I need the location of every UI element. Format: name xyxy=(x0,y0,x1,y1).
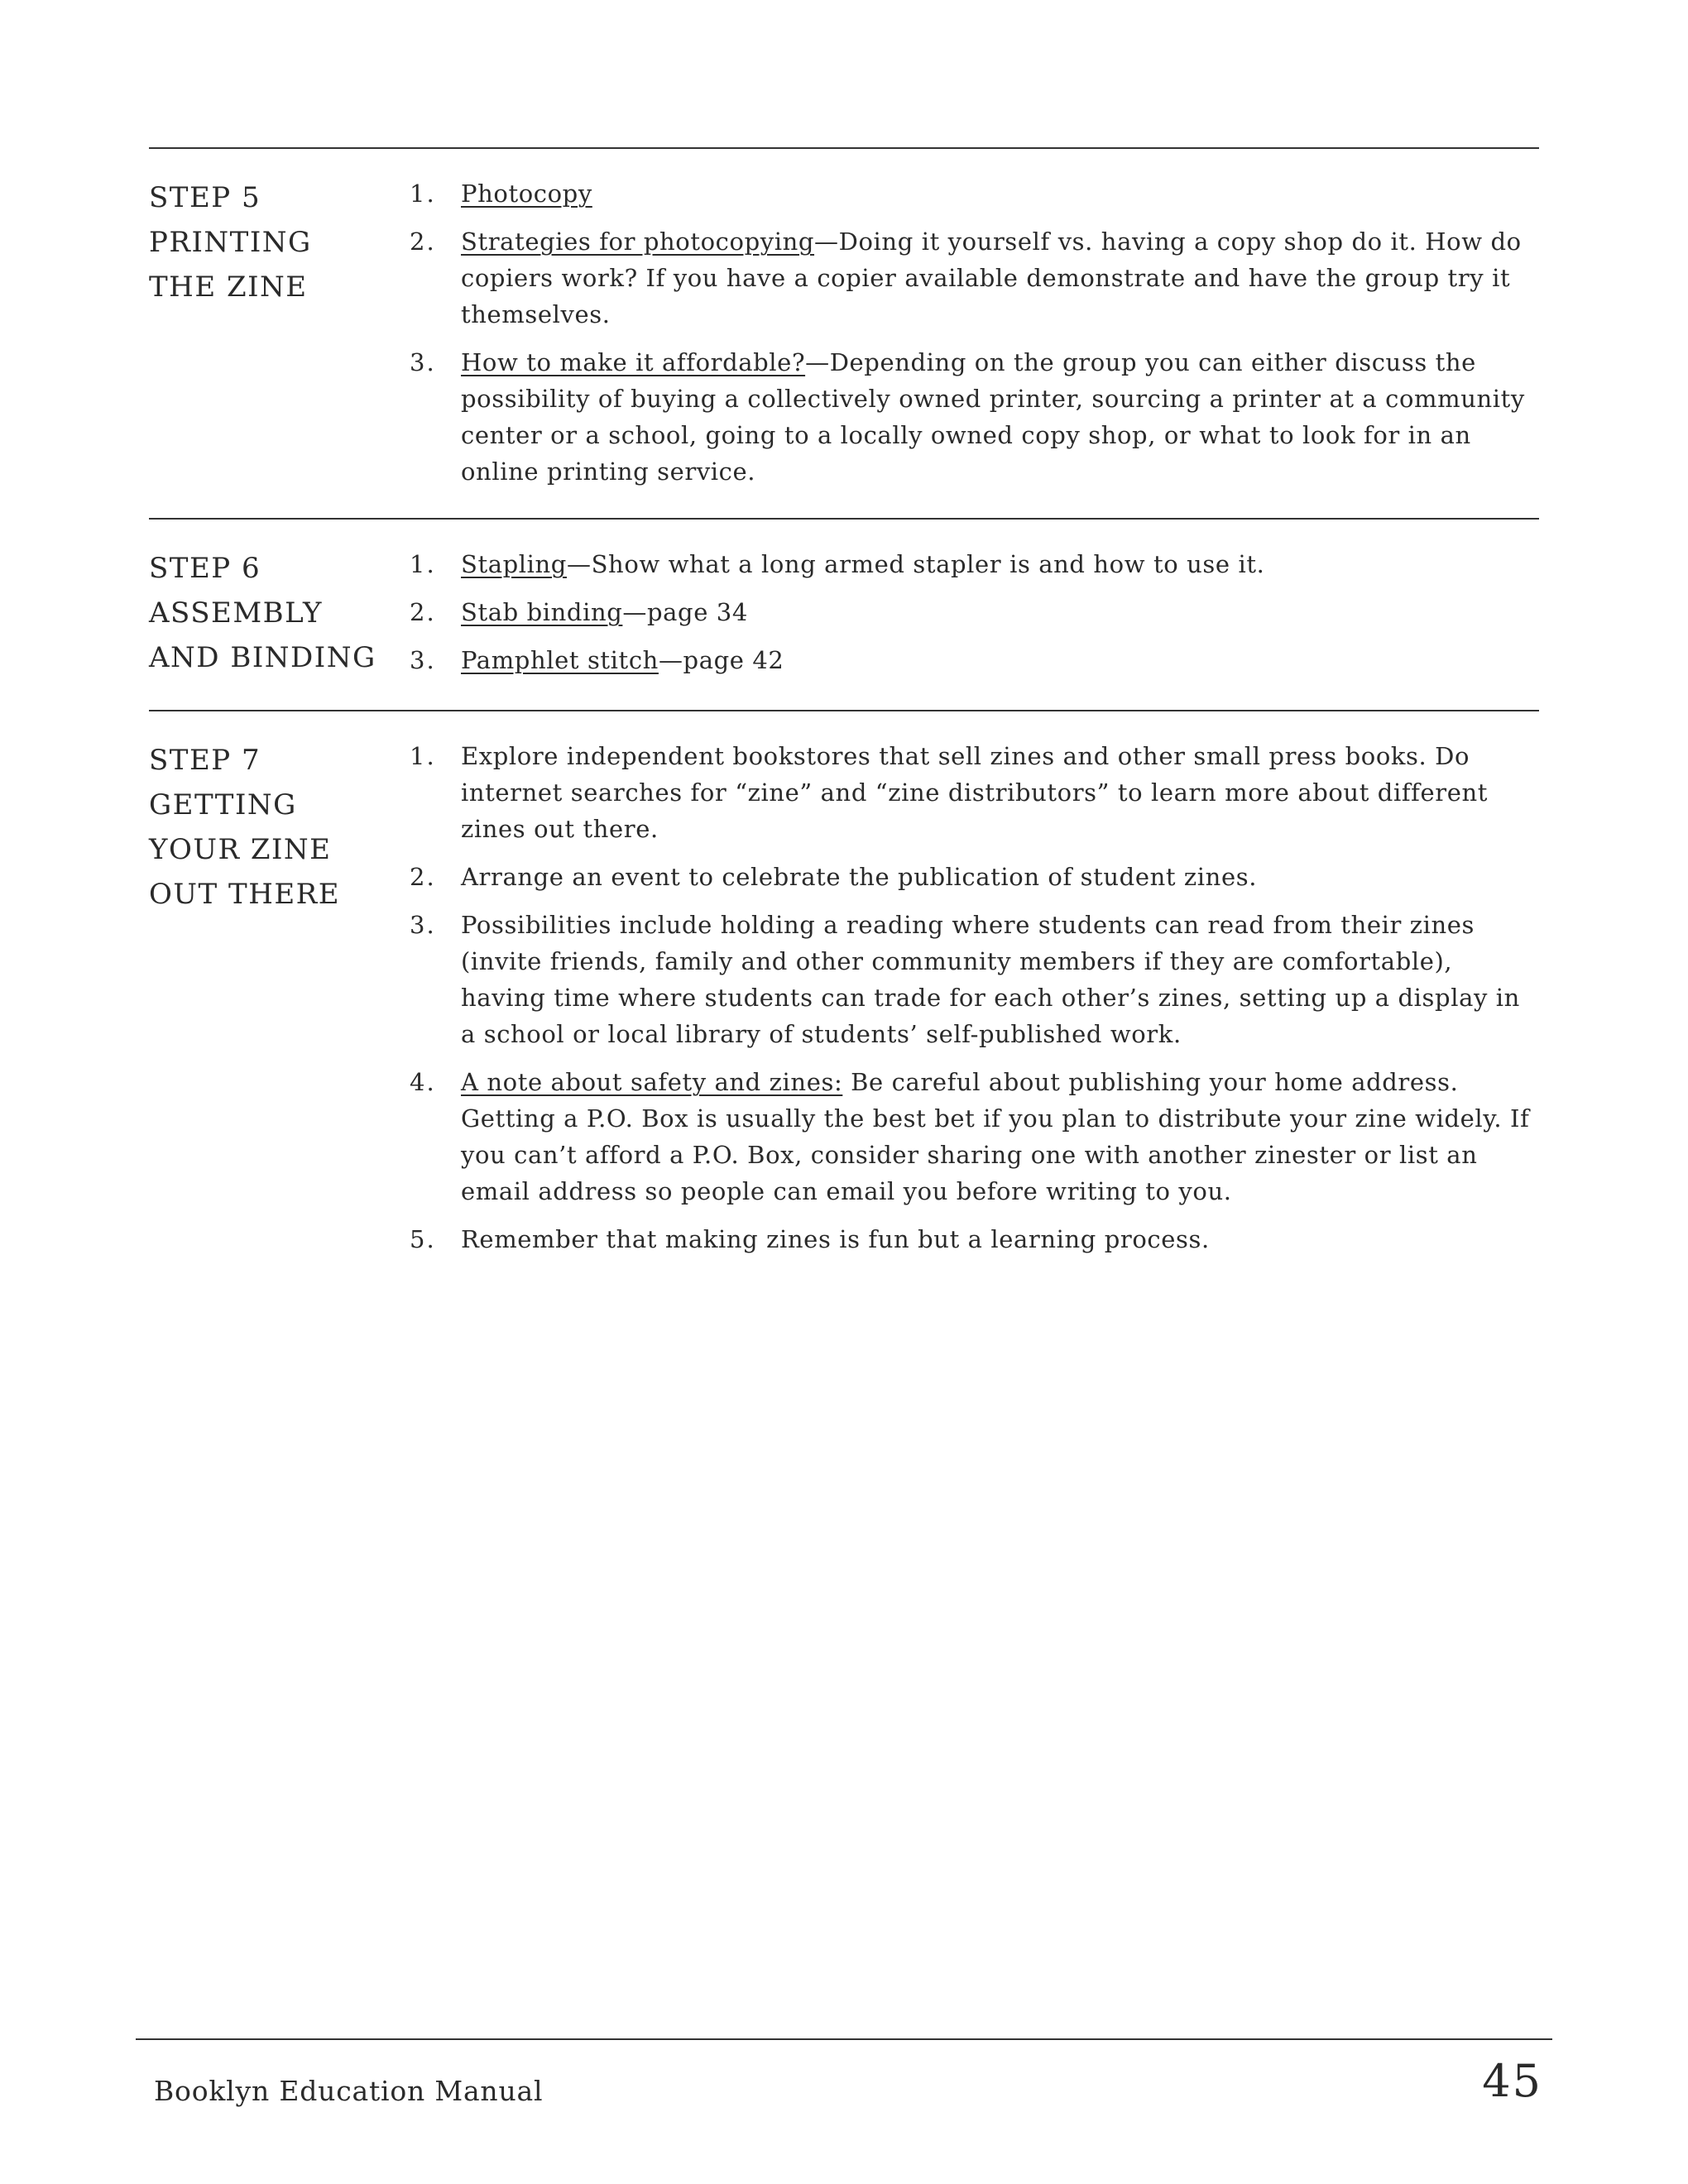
footer-title: Booklyn Education Manual xyxy=(154,2075,544,2107)
item-text: —Show what a long armed stapler is and how to use it. xyxy=(566,550,1265,578)
list-item xyxy=(410,642,1535,678)
item-text: Possibilities include holding a reading where students can read from their zines (invite friends, family and other community members if they are comfortable), having time where students can trade for each other’s zines, setting up a display in a school or local library of students’ self-published work. xyxy=(461,911,1520,1048)
item-number: 3. xyxy=(410,646,436,674)
item-text: Remember that making zines is fun but a learning process. xyxy=(461,1225,1210,1253)
item-number: 1. xyxy=(410,550,436,578)
footer-divider xyxy=(136,2038,1552,2040)
list-item xyxy=(410,738,1535,847)
step-label-line: ASSEMBLY xyxy=(149,596,324,630)
step-label-line: THE ZINE xyxy=(149,271,308,304)
step-label xyxy=(149,546,397,680)
item-link[interactable]: Pamphlet stitch xyxy=(461,646,659,674)
item-number: 1. xyxy=(410,742,436,770)
item-text: Explore independent bookstores that sell zines and other small press books. Do internet searches for “zine” and “zine distributors” to learn more about different zines out there. xyxy=(461,742,1489,843)
item-text: —Depending on the group you can either discuss the possibility of buying a collectively owned printer, sourcing a printer at a community center or a school, going to a locally owned copy shop, or what to look for in an online printing service. xyxy=(461,348,1525,486)
step-label-line: YOUR ZINE xyxy=(149,833,332,866)
list-item xyxy=(410,594,1535,630)
item-link[interactable]: Photocopy xyxy=(461,180,592,208)
item-text: —Doing it yourself vs. having a copy shop do it. How do copiers work? If you have a copier available demonstrate and have the group try it themselves. xyxy=(461,228,1522,328)
item-number: 2. xyxy=(410,228,436,256)
divider-step-5-6 xyxy=(149,518,1539,520)
item-number: 3. xyxy=(410,911,436,939)
divider-top xyxy=(149,147,1539,149)
item-number: 4. xyxy=(410,1068,436,1096)
list-item xyxy=(410,1221,1535,1257)
step-label-line: STEP 7 xyxy=(149,744,261,777)
step-label-line: STEP 5 xyxy=(149,181,261,214)
list-item xyxy=(410,344,1535,490)
item-text: —page 42 xyxy=(658,646,784,674)
list-item xyxy=(410,546,1535,582)
item-number: 3. xyxy=(410,348,436,376)
step-items-list xyxy=(410,738,1535,1269)
item-link[interactable]: How to make it affordable? xyxy=(461,348,806,376)
step-label xyxy=(149,175,397,309)
step-label-line: STEP 6 xyxy=(149,552,261,585)
item-text: Be careful about publishing your home address. Getting a P.O. Box is usually the best bet if you plan to distribute your zine widely. If you can’t afford a P.O. Box, consider sharing one with another zinester or list an email address so people can email you before writing to you. xyxy=(461,1068,1530,1205)
step-items-list xyxy=(410,546,1535,690)
item-link[interactable]: Stab binding xyxy=(461,598,623,626)
item-number: 5. xyxy=(410,1225,436,1253)
page-number: 45 xyxy=(1482,2055,1542,2107)
step-label-line: GETTING xyxy=(149,788,297,821)
step-label xyxy=(149,738,397,917)
item-text: Arrange an event to celebrate the publication of student zines. xyxy=(461,863,1258,891)
item-link[interactable]: Stapling xyxy=(461,550,567,578)
item-link[interactable]: A note about safety and zines: xyxy=(461,1068,843,1096)
step-label-line: PRINTING xyxy=(149,226,312,259)
step-items-list xyxy=(410,175,1535,501)
divider-step-6-7 xyxy=(149,710,1539,711)
item-text: —page 34 xyxy=(622,598,748,626)
item-number: 2. xyxy=(410,863,436,891)
list-item xyxy=(410,907,1535,1052)
step-label-line: AND BINDING xyxy=(149,641,376,674)
step-label-line: OUT THERE xyxy=(149,878,341,911)
item-link[interactable]: Strategies for photocopying xyxy=(461,228,815,256)
item-number: 1. xyxy=(410,180,436,208)
list-item xyxy=(410,1064,1535,1209)
list-item xyxy=(410,859,1535,895)
item-number: 2. xyxy=(410,598,436,626)
list-item xyxy=(410,175,1535,212)
list-item xyxy=(410,223,1535,333)
